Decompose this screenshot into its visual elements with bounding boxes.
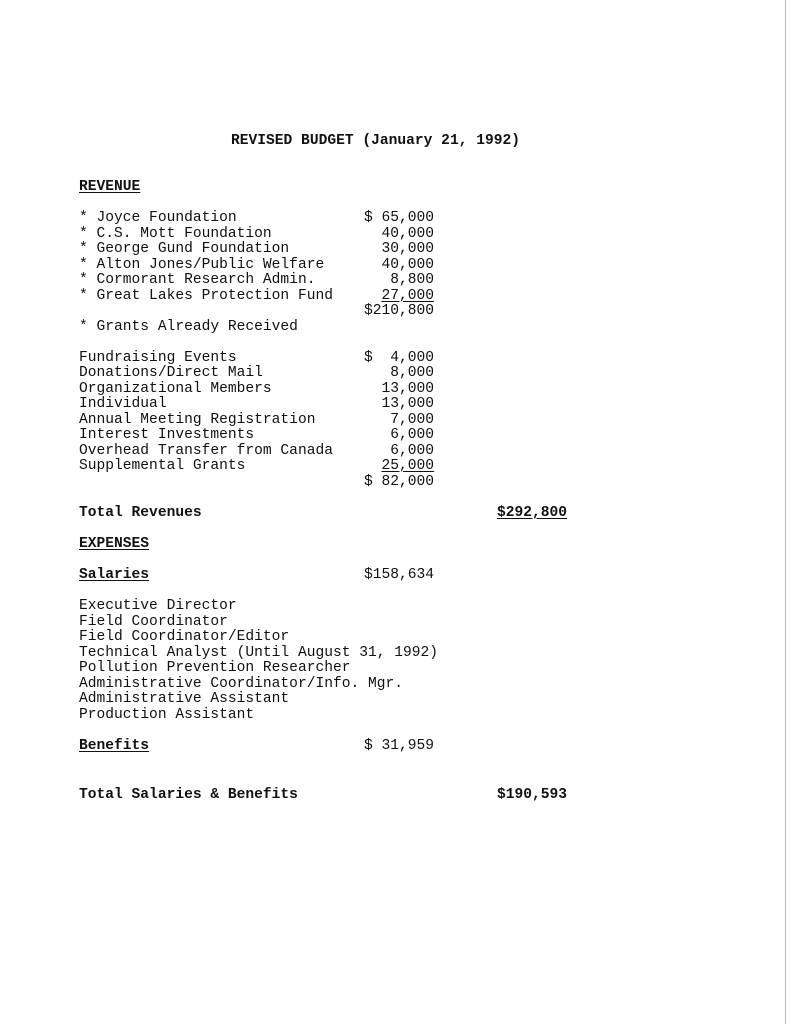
revenue-amount-0: $ 4,000 [363, 350, 434, 366]
revenue-amount-5: 6,000 [390, 427, 434, 443]
salaries-heading: Salaries [79, 567, 150, 583]
revenue-amount-3: 13,000 [381, 396, 434, 412]
position-item: Technical Analyst (Until August 31, 1992) [79, 645, 439, 661]
total-salaries-benefits-label: Total Salaries & Benefits [79, 787, 298, 803]
revenue-amount-1: 8,000 [390, 365, 434, 381]
revenue-amount-4: 7,000 [390, 412, 434, 428]
revenue-heading: REVENUE [79, 179, 141, 195]
grant-amount-3: 40,000 [381, 257, 434, 273]
grant-name-2: * George Gund Foundation [79, 241, 290, 257]
position-item: Pollution Prevention Researcher [79, 660, 351, 676]
total-revenues-value: $292,800 [497, 505, 568, 521]
revenue-amount-2: 13,000 [381, 381, 434, 397]
revenue-amount-6: 6,000 [390, 443, 434, 459]
grant-name-5: * Great Lakes Protection Fund [79, 288, 333, 304]
salaries-amount: $158,634 [363, 567, 434, 583]
total-salaries-benefits-value: $190,593 [497, 787, 568, 803]
position-item: Field Coordinator/Editor [79, 629, 290, 645]
grant-amount-1: 40,000 [381, 226, 434, 242]
grant-name-1: * C.S. Mott Foundation [79, 226, 272, 242]
position-item: Executive Director [79, 598, 237, 614]
position-item: Administrative Coordinator/Info. Mgr. [79, 676, 404, 692]
revenue-name-3: Individual [79, 396, 167, 412]
grant-name-4: * Cormorant Research Admin. [79, 272, 316, 288]
grants-subtotal: $210,800 [363, 303, 434, 319]
expenses-heading: EXPENSES [79, 536, 150, 552]
grant-name-0: * Joyce Foundation [79, 210, 237, 226]
revenue-amount-7: 25,000 [381, 458, 434, 474]
grant-amount-0: $ 65,000 [363, 210, 434, 226]
position-item: Administrative Assistant [79, 691, 290, 707]
document-title: REVISED BUDGET (January 21, 1992) [231, 133, 521, 149]
revenue-name-4: Annual Meeting Registration [79, 412, 316, 428]
revenue-name-1: Donations/Direct Mail [79, 365, 263, 381]
revenue-name-7: Supplemental Grants [79, 458, 246, 474]
revenue-name-6: Overhead Transfer from Canada [79, 443, 333, 459]
position-item: Production Assistant [79, 707, 255, 723]
benefits-heading: Benefits [79, 738, 150, 754]
revenue-name-0: Fundraising Events [79, 350, 237, 366]
grant-amount-5: 27,000 [381, 288, 434, 304]
grant-name-3: * Alton Jones/Public Welfare [79, 257, 325, 273]
page-edge-line [785, 0, 786, 1024]
other-revenue-subtotal: $ 82,000 [363, 474, 434, 490]
position-item: Field Coordinator [79, 614, 228, 630]
grants-note: * Grants Already Received [79, 319, 298, 335]
total-revenues-label: Total Revenues [79, 505, 202, 521]
grant-amount-2: 30,000 [381, 241, 434, 257]
revenue-name-2: Organizational Members [79, 381, 272, 397]
revenue-name-5: Interest Investments [79, 427, 255, 443]
benefits-amount: $ 31,959 [363, 738, 434, 754]
grant-amount-4: 8,800 [390, 272, 434, 288]
